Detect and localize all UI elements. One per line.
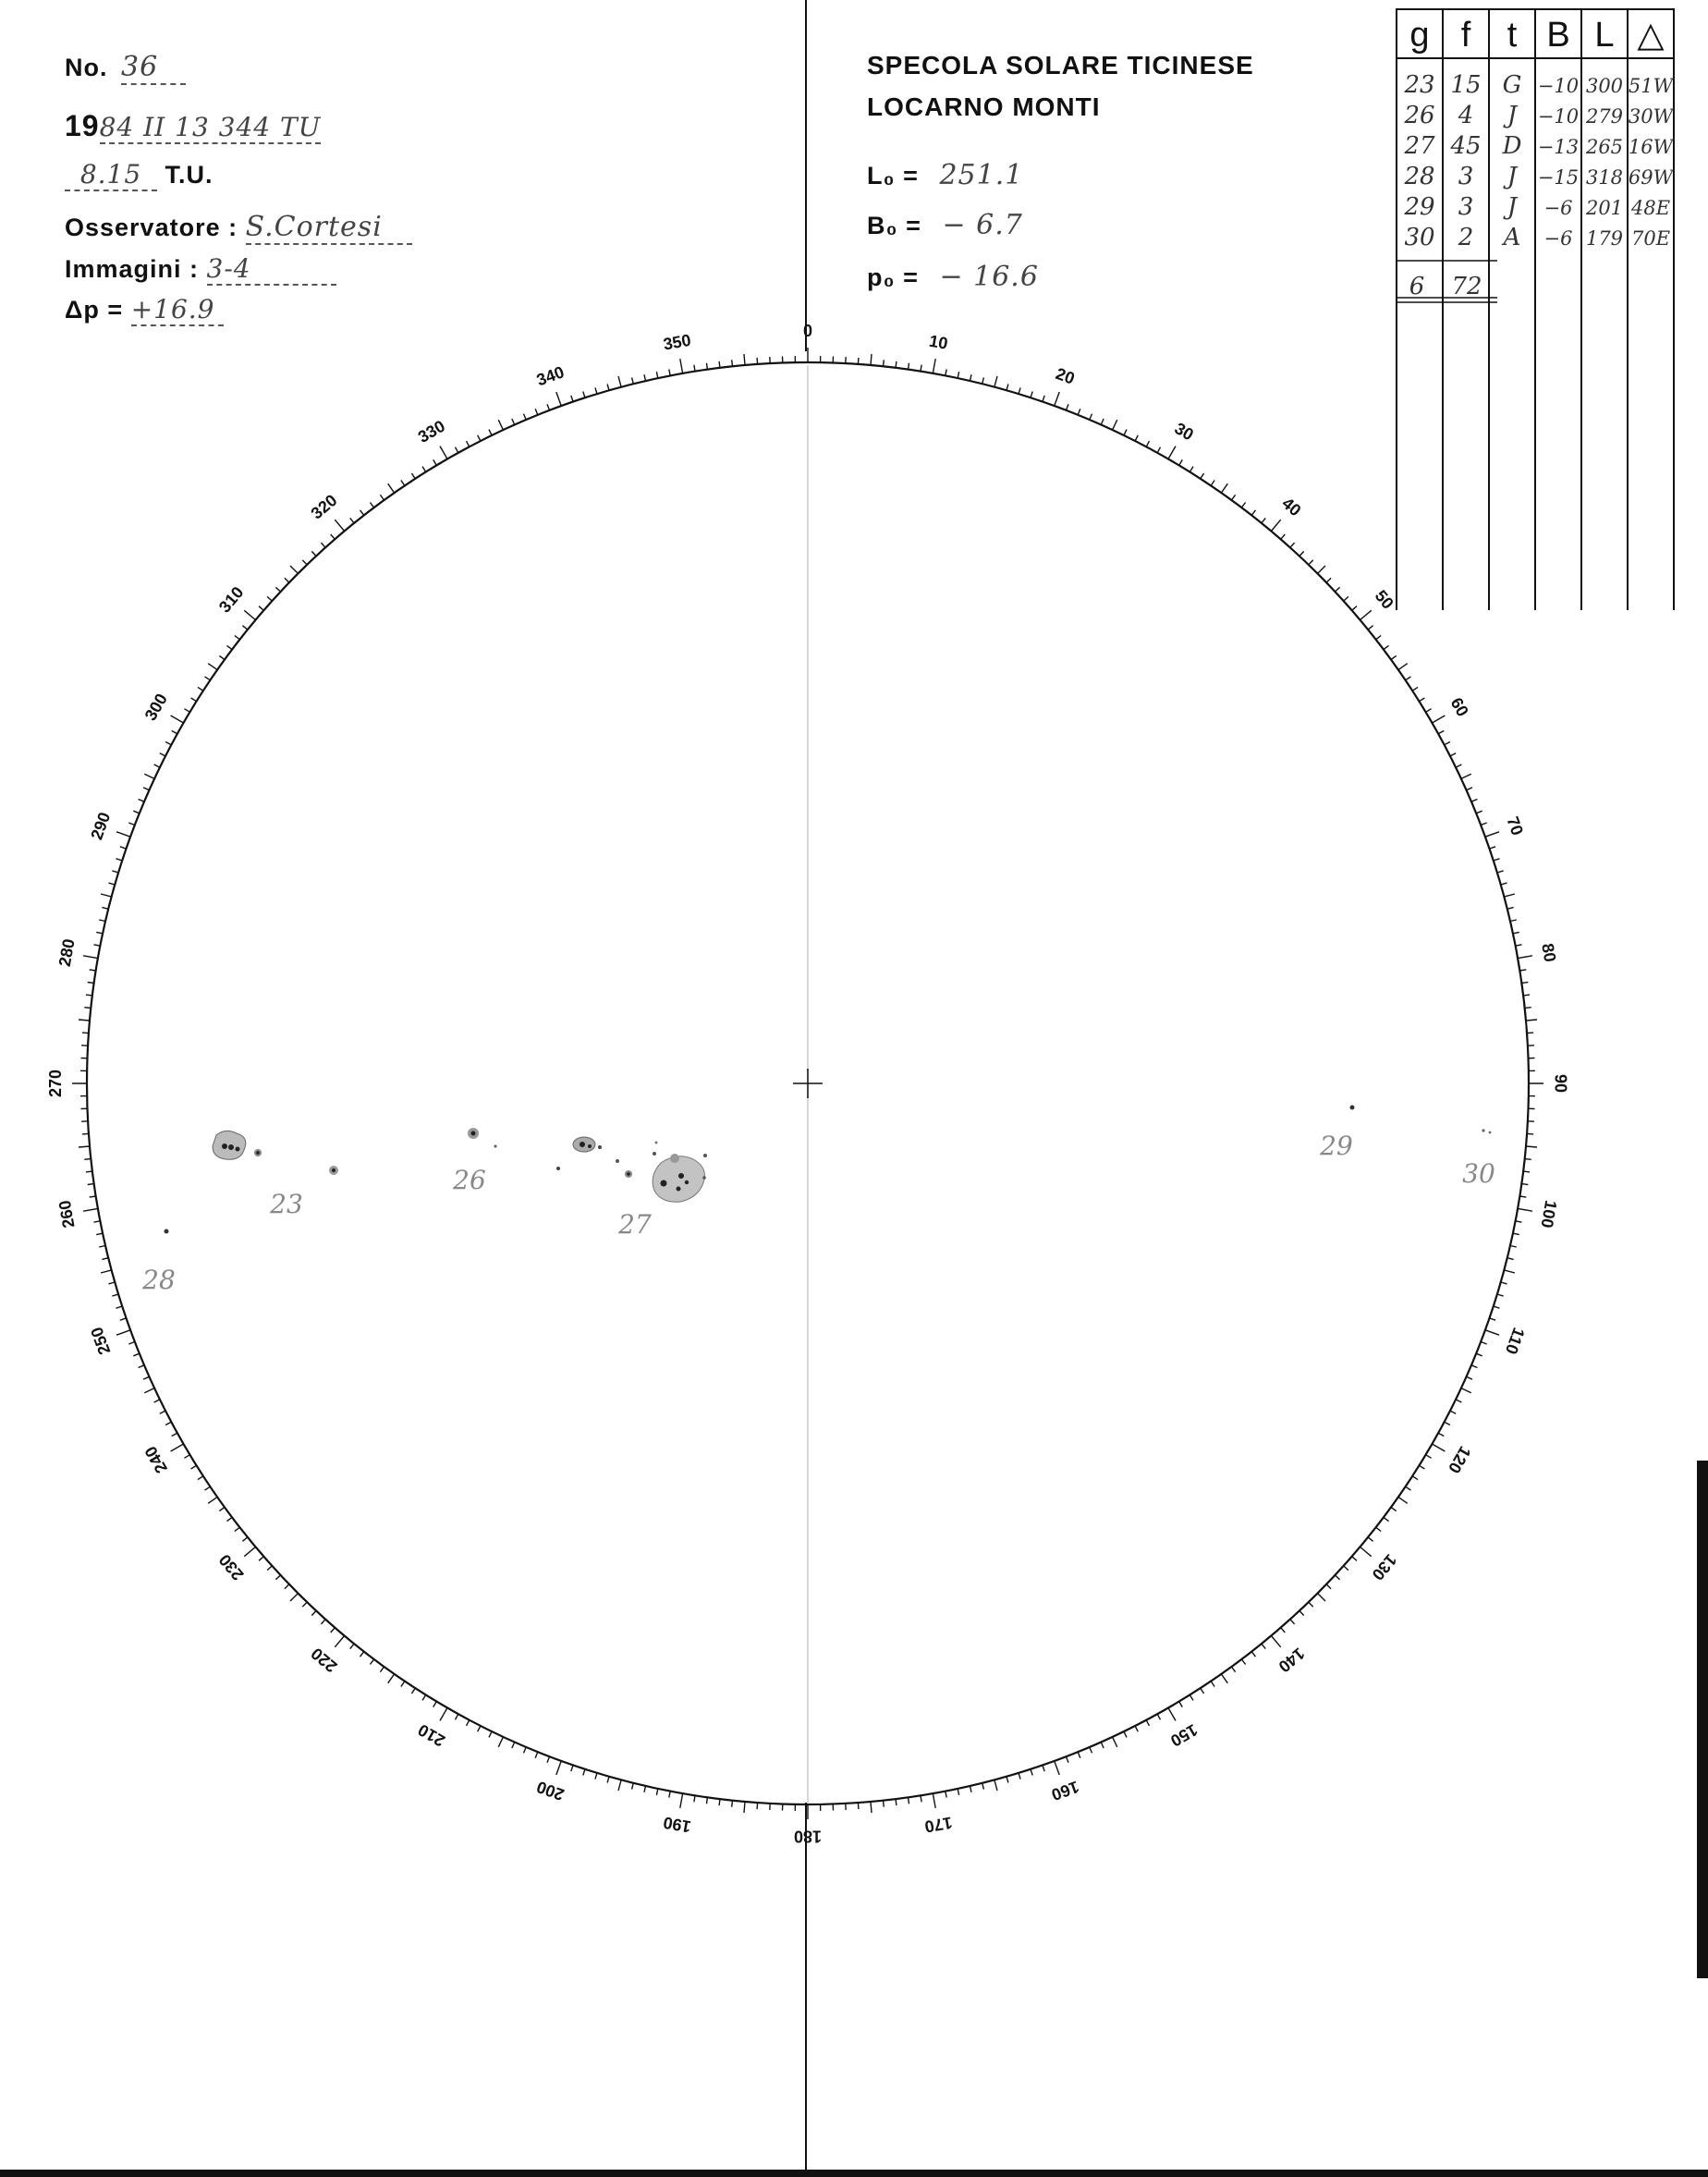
degree-label: 310	[214, 582, 248, 617]
table-cell: 28	[1404, 163, 1435, 190]
degree-label: 320	[307, 490, 341, 523]
observer-value: S.Cortesi	[246, 211, 412, 245]
degree-label: 270	[45, 1069, 65, 1098]
col-header-L: L	[1594, 16, 1615, 55]
col-header-B: B	[1546, 16, 1570, 55]
table-cell: 51W	[1628, 75, 1674, 97]
degree-label: 250	[87, 1324, 115, 1358]
group-label-28: 28	[142, 1265, 176, 1295]
degree-label: 40	[1278, 494, 1305, 520]
table-cell: −10	[1537, 75, 1580, 97]
images-label: Immagini :	[65, 255, 200, 283]
degree-label: 180	[793, 1827, 823, 1846]
sunspot-group-29	[1350, 1106, 1355, 1110]
degree-label: 290	[87, 809, 115, 843]
table-cell: 3	[1458, 193, 1474, 221]
table-cell: J	[1507, 102, 1518, 129]
degree-label: 20	[1053, 364, 1078, 388]
images-value: 3-4	[207, 253, 336, 286]
table-cell: 16W	[1628, 136, 1674, 158]
scan-edge-bottom	[0, 2170, 1708, 2177]
table-cell: J	[1507, 163, 1518, 190]
P0-label: p₀ =	[867, 263, 919, 291]
degree-label: 160	[1048, 1777, 1082, 1804]
degree-label: 60	[1446, 694, 1472, 720]
table-cell: 29	[1404, 193, 1435, 221]
col-header-delta: △	[1637, 16, 1665, 55]
degree-label: 230	[214, 1550, 248, 1584]
degree-label: 190	[662, 1813, 693, 1837]
degree-label: 350	[662, 330, 693, 354]
table-cell: 30W	[1628, 105, 1674, 128]
number-value: 36	[121, 51, 186, 85]
time-unit: T.U.	[165, 161, 214, 189]
date-value: 84 II 13 344 TU	[99, 112, 322, 142]
B0-label: B₀ =	[867, 212, 921, 239]
table-cell: 4	[1458, 102, 1474, 129]
degree-label: 210	[414, 1720, 448, 1751]
table-cell: A	[1503, 224, 1521, 251]
table-cell: 179	[1585, 227, 1624, 250]
sunspot-group-30	[1482, 1129, 1491, 1133]
year-prefix: 19	[65, 109, 100, 142]
degree-label: 100	[1537, 1198, 1561, 1229]
scan-edge-right	[1697, 1461, 1708, 1978]
table-cell: 27	[1404, 132, 1435, 160]
disk-center-cross	[793, 1069, 823, 1098]
degree-label: 150	[1167, 1720, 1202, 1751]
total-groups: 6	[1409, 273, 1425, 300]
table-cell: J	[1507, 193, 1518, 221]
table-cell: 48E	[1630, 197, 1671, 219]
degree-label: 280	[55, 937, 79, 969]
col-header-g: g	[1409, 16, 1430, 55]
table-cell: 45	[1450, 132, 1482, 160]
table-cell: 69W	[1628, 166, 1674, 189]
delta-p-value: +16.9	[131, 294, 224, 326]
L0-label: L₀ =	[867, 162, 919, 190]
degree-label: 220	[307, 1644, 341, 1677]
table-cell: 2	[1458, 224, 1474, 251]
group-label-27: 27	[618, 1209, 652, 1240]
group-label-29: 29	[1320, 1131, 1353, 1161]
degree-label: 140	[1275, 1644, 1309, 1677]
table-cell: −6	[1543, 197, 1573, 219]
sunspot-group-27	[556, 1137, 707, 1202]
degree-label: 80	[1538, 941, 1560, 964]
table-row	[1403, 163, 1675, 190]
col-header-f: f	[1460, 16, 1471, 55]
table-cell: 70E	[1630, 227, 1671, 250]
observer-label: Osservatore :	[65, 214, 238, 241]
table-cell: 318	[1585, 166, 1624, 189]
degree-label: 130	[1368, 1550, 1401, 1584]
sunspot-group-28	[165, 1229, 169, 1234]
sunspot-table	[1397, 9, 1676, 610]
table-cell: −13	[1537, 136, 1580, 158]
L0-value: 251.1	[939, 159, 1024, 191]
table-cell: −6	[1543, 227, 1573, 250]
degree-label: 260	[55, 1198, 79, 1229]
degree-label: 90	[1551, 1073, 1570, 1094]
table-cell: G	[1502, 71, 1522, 99]
degree-label: 70	[1503, 813, 1527, 838]
table-cell: 30	[1404, 224, 1435, 251]
degree-label: 50	[1371, 586, 1397, 613]
degree-label: 170	[922, 1813, 954, 1837]
group-label-30: 30	[1462, 1158, 1495, 1189]
table-cell: 15	[1450, 71, 1482, 99]
table-cell: 279	[1585, 105, 1624, 128]
observatory-name: SPECOLA SOLARE TICINESE	[867, 51, 1254, 79]
table-cell: 3	[1458, 163, 1474, 190]
table-row	[1403, 71, 1675, 99]
table-cell: D	[1502, 132, 1522, 160]
degree-label: 330	[414, 416, 448, 446]
table-cell: 26	[1404, 102, 1435, 129]
degree-label: 0	[802, 321, 813, 340]
col-header-t: t	[1507, 16, 1518, 55]
degree-label: 120	[1445, 1443, 1475, 1477]
P0-value: − 16.6	[939, 261, 1039, 293]
degree-label: 240	[140, 1443, 171, 1477]
total-spots: 72	[1451, 273, 1482, 300]
degree-label: 200	[533, 1777, 567, 1804]
degree-label: 110	[1501, 1325, 1529, 1357]
time-value: 8.15	[65, 159, 157, 191]
table-cell: −10	[1537, 105, 1580, 128]
degree-label: 10	[927, 331, 950, 353]
group-label-26: 26	[453, 1165, 486, 1195]
degree-label: 340	[533, 362, 567, 390]
table-cell: −15	[1537, 166, 1580, 189]
sunspot-group-26	[468, 1128, 497, 1148]
table-row	[1403, 132, 1675, 160]
group-label-23: 23	[270, 1189, 303, 1219]
table-body	[1403, 71, 1675, 251]
sunspot-group-23	[213, 1131, 338, 1175]
delta-p-label: Δp =	[65, 296, 124, 324]
degree-label: 30	[1171, 419, 1197, 445]
table-row	[1403, 102, 1675, 129]
table-cell: 23	[1404, 71, 1435, 99]
observatory-location: LOCARNO MONTI	[867, 92, 1101, 121]
table-cell: 201	[1585, 197, 1624, 219]
table-cell: 265	[1585, 136, 1624, 158]
table-cell: 300	[1585, 75, 1624, 97]
B0-value: − 6.7	[942, 209, 1023, 241]
degree-label: 300	[140, 690, 171, 724]
table-row	[1404, 224, 1670, 251]
number-label: No.	[65, 54, 108, 81]
